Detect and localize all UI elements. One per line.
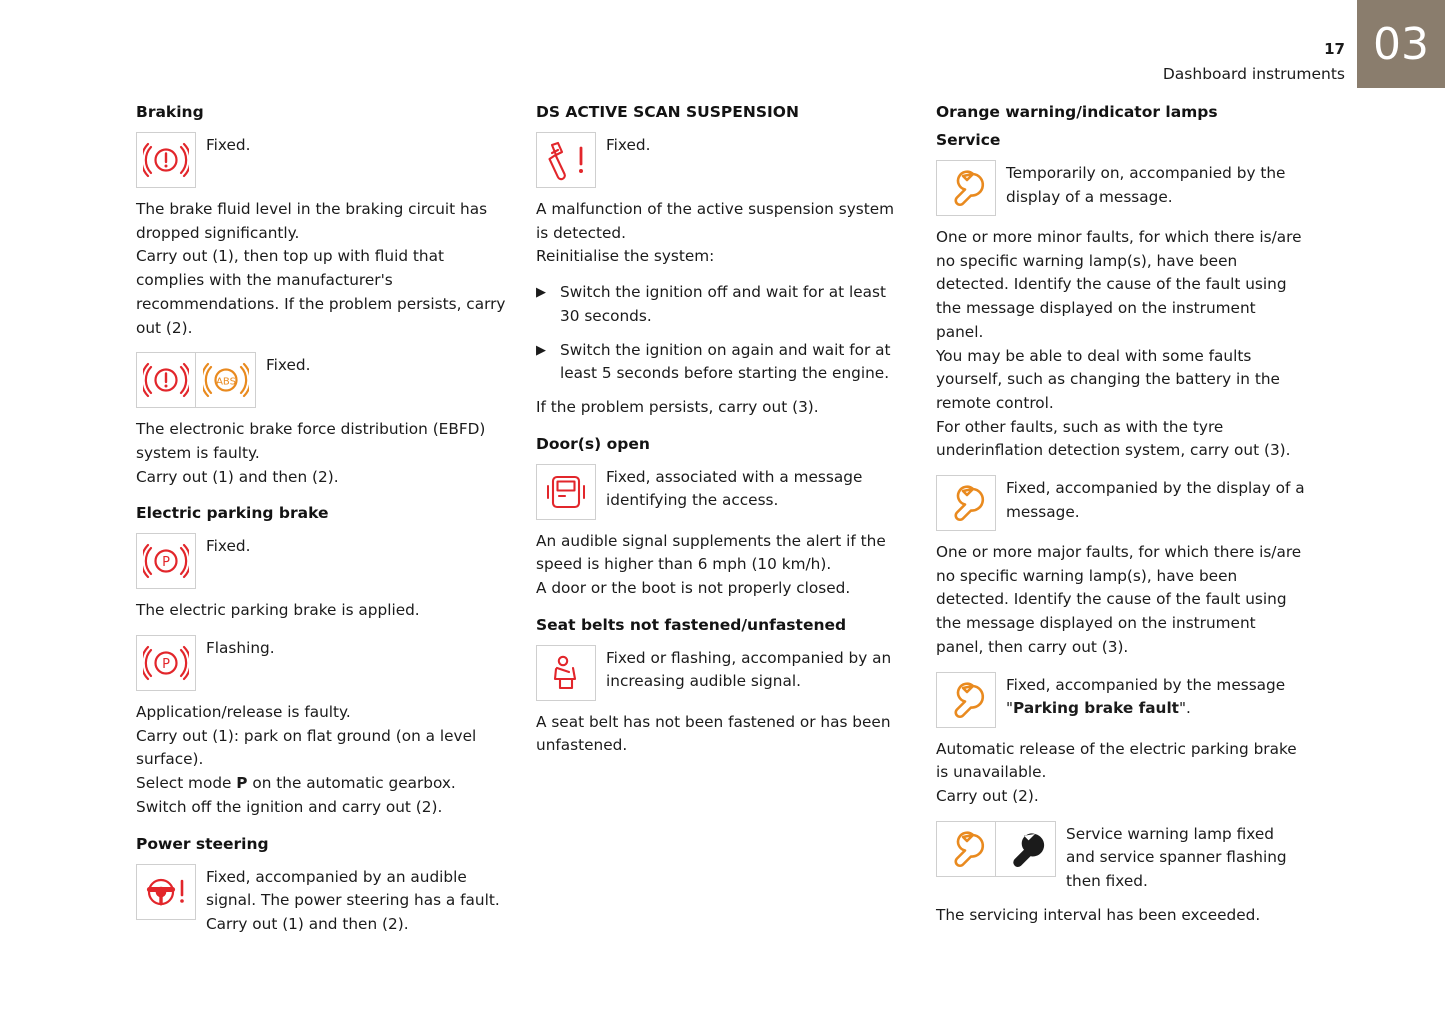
body-paragraph: A malfunction of the active suspension system is detected. Reinitialise the system: — [536, 200, 895, 266]
triangle-bullet-icon: ▶ — [536, 342, 546, 358]
page-header — [1163, 38, 1345, 86]
warning-lamp-icons — [136, 352, 256, 408]
bullet-item — [536, 339, 906, 386]
suspension-icon — [536, 132, 596, 188]
service-spanner-icon — [936, 475, 996, 531]
body-paragraph: Application/release is faulty. Carry out (1): park on flat ground (on a level surface). Select mode P on the automatic gearbox. Switch off the ignition and carry out (2). — [136, 703, 477, 816]
section-heading: Electric parking brake — [136, 504, 329, 523]
warning-lamp-icons — [536, 464, 596, 520]
seat-belt-icon — [536, 645, 596, 701]
warning-lamp-row — [936, 160, 1306, 216]
warning-lamp-row — [536, 645, 906, 701]
warning-lamp-caption: Fixed. — [266, 356, 311, 375]
warning-lamp-icons — [136, 864, 196, 920]
warning-lamp-row — [936, 821, 1306, 894]
chapter-number: 03 — [1373, 18, 1429, 70]
power-steering-icon — [136, 864, 196, 920]
brake-warning-icon — [136, 352, 196, 408]
warning-lamp-row — [936, 475, 1306, 531]
body-paragraph: One or more major faults, for which there is/are no specific warning lamp(s), have been detected. Identify the cause of the fault using the message displayed on the instrument panel, then carry out (3). — [936, 543, 1302, 656]
column-right — [936, 100, 1306, 947]
column-middle — [536, 100, 906, 947]
svg-text:ABS: ABS — [215, 376, 236, 388]
triangle-bullet-icon: ▶ — [536, 285, 546, 301]
warning-lamp-caption: Fixed, associated with a message identifying the access. — [606, 467, 863, 510]
warning-lamp-icons — [536, 132, 596, 188]
warning-lamp-icons — [136, 132, 196, 188]
warning-lamp-icons — [536, 645, 596, 701]
warning-lamp-row — [136, 864, 506, 937]
page-number: 17 — [1324, 40, 1345, 58]
warning-lamp-caption: Temporarily on, accompanied by the display of a message. — [1006, 164, 1286, 206]
content-columns — [136, 100, 1336, 947]
warning-lamp-caption: Fixed, accompanied by the display of a message. — [1006, 479, 1305, 521]
warning-lamp-row — [936, 672, 1306, 728]
bullet-text: Switch the ignition off and wait for at least 30 seconds. — [560, 283, 886, 325]
body-paragraph: An audible signal supplements the alert if the speed is higher than 6 mph (10 km/h). A door or the boot is not properly closed. — [536, 531, 886, 598]
warning-lamp-icons — [936, 672, 996, 728]
chapter-tab — [1357, 0, 1445, 88]
service-spanner-icon — [936, 672, 996, 728]
abs-icon — [196, 352, 256, 408]
warning-lamp-caption: Fixed or flashing, accompanied by an increasing audible signal. — [606, 648, 892, 691]
warning-lamp-caption: Fixed. — [606, 136, 651, 155]
warning-lamp-icons — [136, 533, 196, 589]
body-paragraph: The brake fluid level in the braking circuit has dropped significantly. Carry out (1), then top up with fluid that complies with the manufacturer's recommendations. If the problem persists, carry out (2). — [136, 200, 506, 337]
parking-brake-icon — [136, 635, 196, 691]
warning-lamp-icons — [936, 160, 996, 216]
warning-lamp-caption: Fixed. — [206, 136, 251, 155]
section-heading: Power steering — [136, 834, 269, 853]
section-heading: Orange warning/indicator lamps — [936, 103, 1218, 121]
warning-lamp-row — [136, 132, 506, 188]
svg-text:P: P — [162, 657, 170, 673]
section-heading: Seat belts not fastened/unfastened — [536, 615, 847, 634]
warning-lamp-row — [136, 533, 506, 589]
message-name: Parking brake fault — [1013, 699, 1179, 718]
warning-lamp-caption: Fixed, accompanied by an audible signal. The power steering has a fault. Carry out (1) and then (2). — [206, 867, 500, 933]
bullet-text: Switch the ignition on again and wait for at least 5 seconds before starting the engine. — [560, 340, 891, 383]
brake-warning-icon — [136, 132, 196, 188]
warning-lamp-row — [536, 464, 906, 520]
warning-lamp-row — [536, 132, 906, 188]
section-heading: Service — [936, 131, 1001, 150]
warning-lamp-icons — [936, 821, 1056, 877]
warning-lamp-icons — [936, 475, 996, 531]
bullet-item — [536, 281, 906, 328]
service-spanner-icon — [936, 160, 996, 216]
column-left — [136, 100, 506, 947]
body-paragraph: A seat belt has not been fastened or has been unfastened. — [536, 712, 891, 755]
header-title: Dashboard instruments — [1162, 64, 1345, 83]
warning-lamp-caption: Flashing. — [206, 639, 275, 658]
body-paragraph: The electronic brake force distribution (EBFD) system is faulty. Carry out (1) and then (2). — [136, 420, 486, 486]
warning-lamp-caption: Service warning lamp fixed and service spanner flashing then fixed. — [1066, 824, 1287, 891]
warning-lamp-row — [136, 352, 506, 408]
body-paragraph: The electric parking brake is applied. — [136, 601, 420, 620]
body-paragraph: Automatic release of the electric parking brake is unavailable. Carry out (2). — [936, 739, 1297, 805]
warning-lamp-row — [136, 635, 506, 691]
warning-lamp-caption: Fixed. — [206, 537, 251, 556]
section-heading: DS ACTIVE SCAN SUSPENSION — [536, 103, 799, 121]
body-paragraph: If the problem persists, carry out (3). — [536, 397, 819, 416]
body-paragraph: One or more minor faults, for which there is/are no specific warning lamp(s), have been detected. Identify the cause of the fault using the message displayed on the instrument panel. You may be able to deal with some faults yourself, such as changing the battery in the remote control. For other faults, such as with the tyre underinflation detection system, carry out (3). — [936, 228, 1302, 460]
section-heading: Door(s) open — [536, 434, 650, 453]
parking-brake-icon — [136, 533, 196, 589]
warning-lamp-caption: Fixed, accompanied by the message "Parking brake fault". — [1006, 675, 1286, 718]
service-spanner-icon — [936, 821, 996, 877]
spanner-black-icon — [996, 821, 1056, 877]
body-paragraph: The servicing interval has been exceeded. — [936, 905, 1261, 924]
svg-text:P: P — [162, 555, 170, 571]
section-heading: Braking — [136, 103, 204, 121]
warning-lamp-icons — [136, 635, 196, 691]
door-open-icon — [536, 464, 596, 520]
